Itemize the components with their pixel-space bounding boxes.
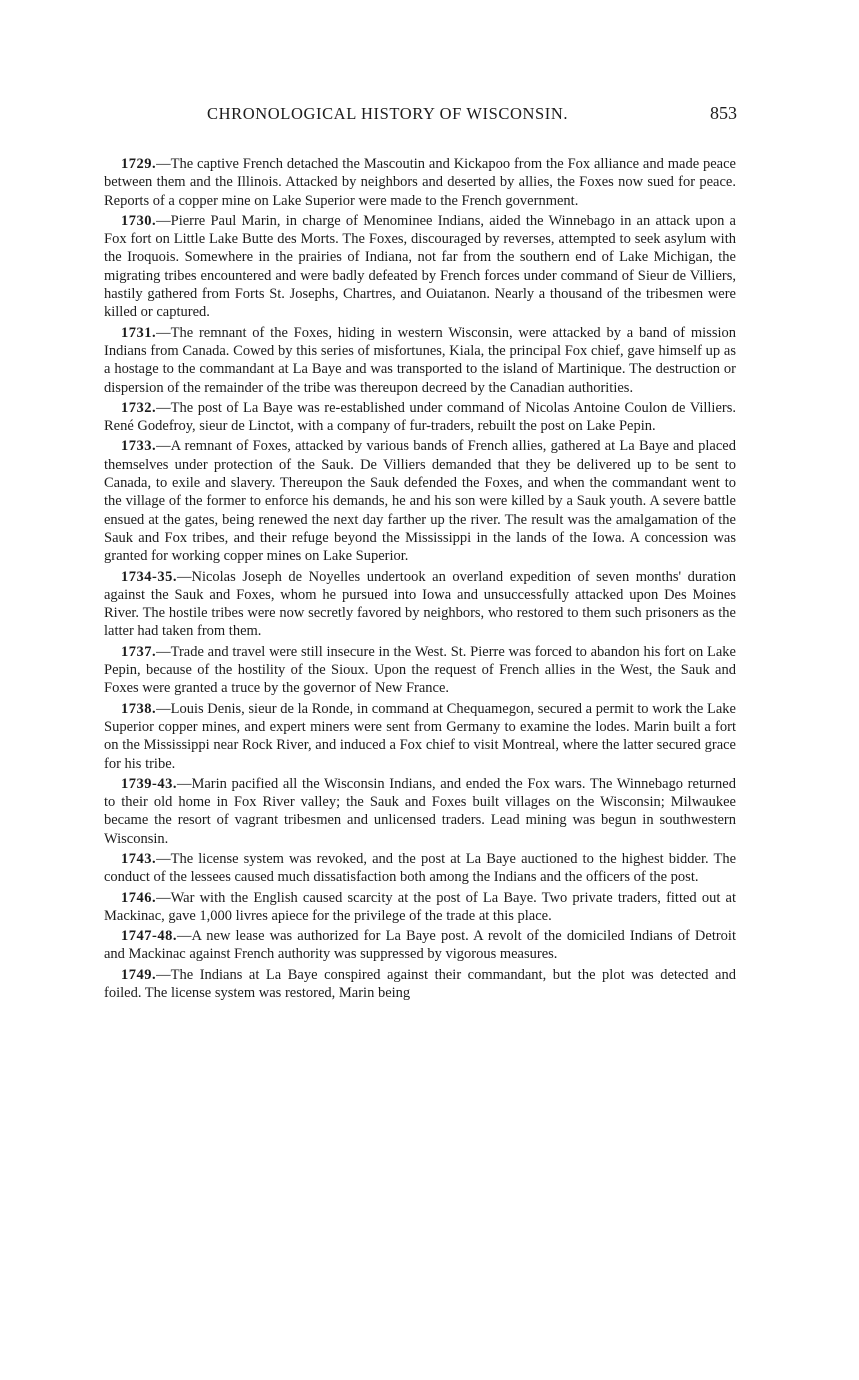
entry-date: 1732. (121, 399, 157, 416)
running-title: CHRONOLOGICAL HISTORY OF WISCONSIN. (207, 104, 569, 123)
running-header (207, 104, 737, 130)
chronology-entry (104, 850, 736, 887)
chronology-entry (104, 399, 736, 436)
chronology-entry (104, 568, 736, 641)
chronology-entry (104, 775, 736, 848)
entry-date: 1737. (121, 643, 157, 660)
entry-date: 1738. (121, 700, 157, 717)
chronology-entry (104, 966, 736, 1003)
chronology-entry (104, 643, 736, 698)
entry-date: 1749. (121, 966, 157, 983)
entry-text: —Marin pacified all the Wisconsin Indians, and ended the Fox wars. The Winnebago returned to their old home in Fox River valley; the Sauk and Foxes built villages on the Wisconsin; Milwaukee became the resort of vagrant tribesmen and unlicensed traders. Lead mining was begun in southwestern Wisconsin. (104, 775, 736, 847)
entry-date: 1743. (121, 850, 157, 867)
chronology-entry (104, 700, 736, 773)
entry-text: —A remnant of Foxes, attacked by various bands of French allies, gathered at La Baye and placed themselves under protection of the Sauk. De Villiers demanded that they be delivered up to be sent to Canada, to exile and slavery. Thereupon the Sauk defended the Foxes, and when the commandant went to the village of the former to enforce his demands, he and his son were killed by a Sauk youth. A severe battle ensued at the gates, being renewed the next day farther up the river. The result was the amalgamation of the Sauk and Fox tribes, and their refuge beyond the Mississippi in the lands of the Iowa. A concession was granted for working copper mines on Lake Superior. (104, 438, 736, 565)
page-number: 853 (710, 103, 737, 123)
entry-date: 1739-43. (121, 775, 177, 792)
body-text (104, 155, 736, 1004)
entry-date: 1733. (121, 438, 157, 455)
entry-text: —A new lease was authorized for La Baye post. A revolt of the domiciled Indians of Detroit and Mackinac against French authority was suppressed by vigorous measures. (104, 928, 736, 963)
entry-date: 1731. (121, 324, 157, 341)
entry-text: —The remnant of the Foxes, hiding in western Wisconsin, were attacked by a band of mission Indians from Canada. Cowed by this series of misfortunes, Kiala, the principal Fox chief, gave himself up as a hostage to the commandant at La Baye and was transported to the island of Martinique. The destruction or dispersion of the remainder of the tribe was thereupon decreed by the Canadian authorities. (104, 324, 736, 396)
chronology-entry (104, 212, 736, 322)
entry-text: —The post of La Baye was re-established under command of Nicolas Antoine Coulon de Villiers. René Godefroy, sieur de Linctot, with a company of fur-traders, rebuilt the post on Lake Pepin. (104, 399, 736, 435)
chronology-entry (104, 437, 736, 565)
entry-text: —The Indians at La Baye conspired against their commandant, but the plot was detected and foiled. The license system was restored, Marin being (104, 966, 736, 1002)
entry-text: —War with the English caused scarcity at the post of La Baye. Two private traders, fitted out at Mackinac, gave 1,000 livres apiece for the privilege of the trade at this place. (104, 889, 736, 924)
entry-text: —The captive French detached the Mascoutin and Kickapoo from the Fox alliance and made peace between them and the Illinois. Attacked by neighbors and deserted by allies, the Foxes now sued for peace. Reports of a copper mine on Lake Superior were made to the French government. (104, 156, 736, 209)
entry-date: 1730. (121, 212, 157, 229)
entry-text: —Trade and travel were still insecure in the West. St. Pierre was forced to abandon his fort on Lake Pepin, because of the hostility of the Sioux. Upon the request of French allies in the West, the Sauk and Foxes were granted a truce by the governor of New France. (104, 643, 736, 697)
entry-text: —The license system was revoked, and the post at La Baye auctioned to the highest bidder. The conduct of the lessees caused much dissatisfaction both among the Indians and the officers of the post. (104, 850, 736, 886)
entry-date: 1746. (121, 889, 157, 906)
chronology-entry (104, 889, 736, 926)
entry-text: —Louis Denis, sieur de la Ronde, in command at Chequamegon, secured a permit to work the Lake Superior copper mines, and expert miners were sent from Germany to examine the lodes. Marin built a fort on the Mississippi near Rock River, and induced a Fox chief to visit Montreal, where the latter secured grace for his tribe. (104, 700, 736, 772)
entry-date: 1729. (121, 156, 157, 172)
entry-text: —Nicolas Joseph de Noyelles undertook an overland expedition of seven months' duration against the Sauk and Foxes, whom he pursued into Iowa and unsuccessfully attacked upon Des Moines River. The hostile tribes were now secretly favored by neighbors, who restored to them such prisoners as the latter had taken from them. (104, 568, 736, 640)
entry-text: —Pierre Paul Marin, in charge of Menominee Indians, aided the Winnebago in an attack upon a Fox fort on Little Lake Butte des Morts. The Foxes, discouraged by reverses, attempted to seek asylum with the Iroquois. Somewhere in the prairies of Indiana, not far from the southern end of Lake Michigan, the migrating tribes encountered and were badly defeated by French forces under command of Sieur de Villiers, hastily gathered from Forts St. Josephs, Chartres, and Ouiatanon. Nearly a thousand of the tribesmen were killed or captured. (104, 212, 736, 321)
chronology-entry (104, 927, 736, 964)
entry-date: 1734-35. (121, 568, 177, 585)
entry-date: 1747-48. (121, 928, 177, 945)
chronology-entry (104, 324, 736, 397)
chronology-entry (104, 155, 736, 210)
